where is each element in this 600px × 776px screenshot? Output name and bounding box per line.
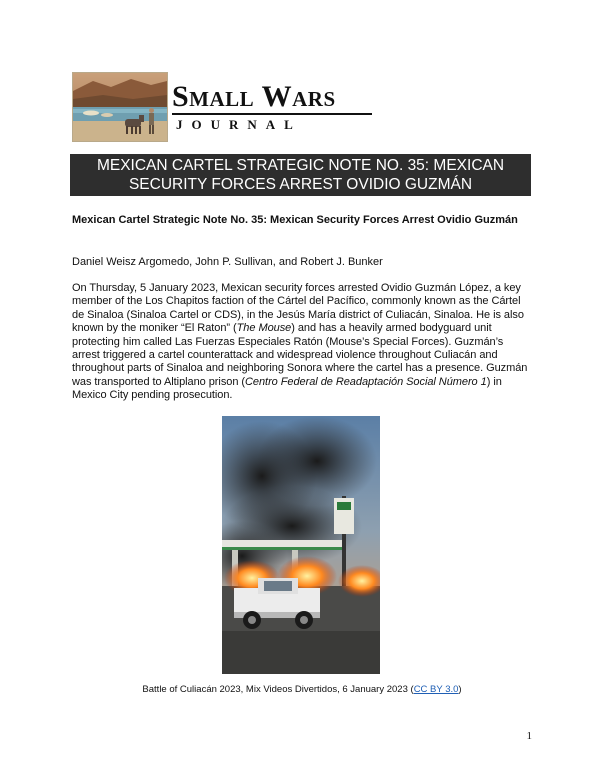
- title-banner: [70, 154, 531, 196]
- site-logo[interactable]: [172, 82, 382, 133]
- license-link[interactable]: CC BY 3.0: [413, 684, 459, 695]
- paragraph-italic-2: Centro Federal de Readaptación Social Número 1: [245, 375, 487, 388]
- article-authors: Daniel Weisz Argomedo, John P. Sullivan, and Robert J. Bunker: [72, 256, 383, 268]
- caption-end: ): [458, 684, 462, 695]
- logo-title: Small Wars: [172, 80, 336, 113]
- paragraph-text-3: ) in Mexico City pending prosecution.: [72, 375, 502, 402]
- article-photo-illustration: [222, 416, 380, 674]
- logo-subtitle: JOURNAL: [176, 117, 302, 132]
- logo-rule: [172, 113, 372, 115]
- page-number: 1: [526, 730, 532, 742]
- paragraph-italic-1: The Mouse: [236, 322, 292, 335]
- article-title: Mexican Cartel Strategic Note No. 35: Mexican Security Forces Arrest Ovidio Guzmán: [72, 214, 518, 226]
- banner-title-line-1: MEXICAN CARTEL STRATEGIC NOTE NO. 35: MEXICAN: [96, 157, 505, 174]
- article-paragraph: [72, 282, 534, 403]
- banner-title-line-2: SECURITY FORCES ARREST OVIDIO GUZMÁN: [128, 176, 473, 193]
- photo-caption: [72, 684, 532, 696]
- paragraph-text-1: On Thursday, 5 January 2023, Mexican security forces arrested Ovidio Guzmán López, a key member of the Los Chapitos faction of the Cártel del Pacífico, commonly known as the Cártel de Sinaloa (Sinaloa Cartel or CDS), in the Jesús María district of Culiacán, Sinaloa. He is also known by the moniker “El Raton” (: [72, 282, 524, 335]
- logo-photo-illustration: [73, 73, 167, 141]
- caption-text: Battle of Culiacán 2023, Mix Videos Divertidos, 6 January 2023 (: [142, 684, 414, 695]
- logo-photo: [72, 72, 168, 142]
- paragraph-text-2: ) and has a heavily armed bodyguard unit protecting him called Las Fuerzas Especiales Ratón (Mouse’s Special Forces). Guzmán’s arrest triggered a cartel counterattack and widespread violence throughout Culiacán and throughout parts of Sinaloa and neighboring Sonora where the cartel has a presence. Guzmán was transported to Altiplano prison (: [72, 322, 528, 388]
- article-photo: [222, 416, 380, 674]
